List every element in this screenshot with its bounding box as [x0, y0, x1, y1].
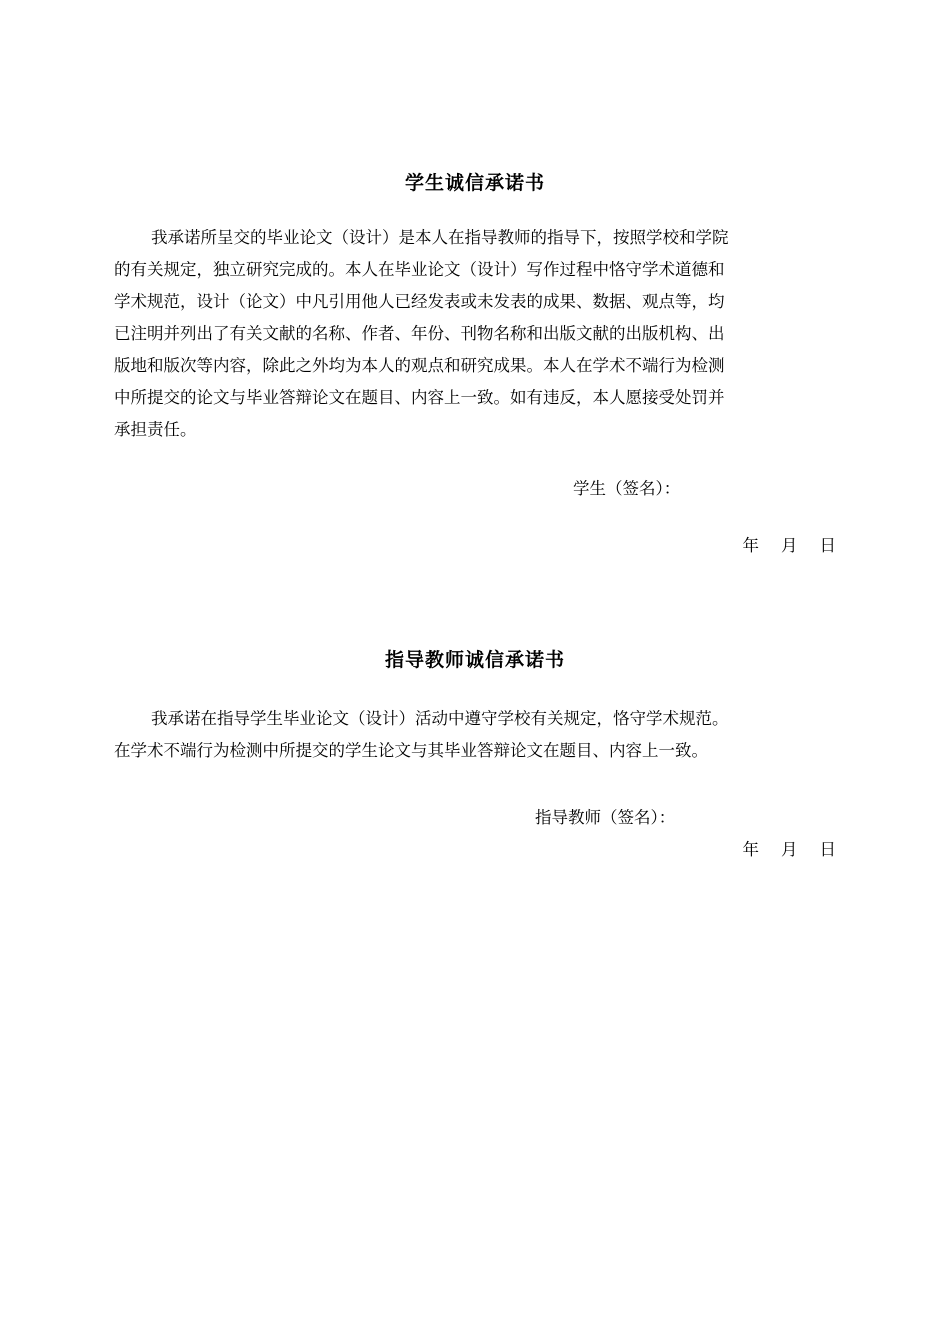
student-pledge-line: 中所提交的论文与毕业答辩论文在题目、内容上一致。如有违反，本人愿接受处罚并 — [114, 388, 725, 407]
student-pledge-line: 承担责任。 — [114, 420, 197, 439]
student-date — [743, 532, 837, 556]
student-pledge-line: 学术规范，设计（论文）中凡引用他人已经发表或未发表的成果、数据、观点等，均 — [114, 292, 725, 311]
date-year: 年 — [742, 536, 759, 555]
student-pledge-body — [114, 222, 834, 446]
date-month: 月 — [781, 840, 798, 859]
advisor-pledge-title: 指导教师诚信承诺书 — [384, 649, 565, 671]
student-signature-label: 学生（签名）： — [573, 479, 681, 498]
date-year: 年 — [742, 840, 759, 859]
advisor-pledge-line: 在学术不端行为检测中所提交的学生论文与其毕业答辩论文在题目、内容上一致。 — [114, 741, 708, 760]
student-pledge-line: 版地和版次等内容，除此之外均为本人的观点和研究成果。本人在学术不端行为检测 — [114, 356, 725, 375]
advisor-pledge-line: 我承诺在指导学生毕业论文（设计）活动中遵守学校有关规定，恪守学术规范。 — [151, 709, 729, 728]
student-pledge-line: 我承诺所呈交的毕业论文（设计）是本人在指导教师的指导下，按照学校和学院 — [151, 228, 729, 247]
date-day: 日 — [819, 840, 836, 859]
student-pledge-line: 的有关规定，独立研究完成的。本人在毕业论文（设计）写作过程中恪守学术道德和 — [114, 260, 725, 279]
advisor-pledge-body — [114, 703, 834, 767]
date-month: 月 — [781, 536, 798, 555]
student-pledge-title: 学生诚信承诺书 — [404, 172, 545, 194]
date-day: 日 — [819, 536, 836, 555]
advisor-date — [743, 836, 837, 860]
advisor-signature-label: 指导教师（签名）： — [535, 808, 676, 827]
student-pledge-line: 已注明并列出了有关文献的名称、作者、年份、刊物名称和出版文献的出版机构、出 — [114, 324, 725, 343]
